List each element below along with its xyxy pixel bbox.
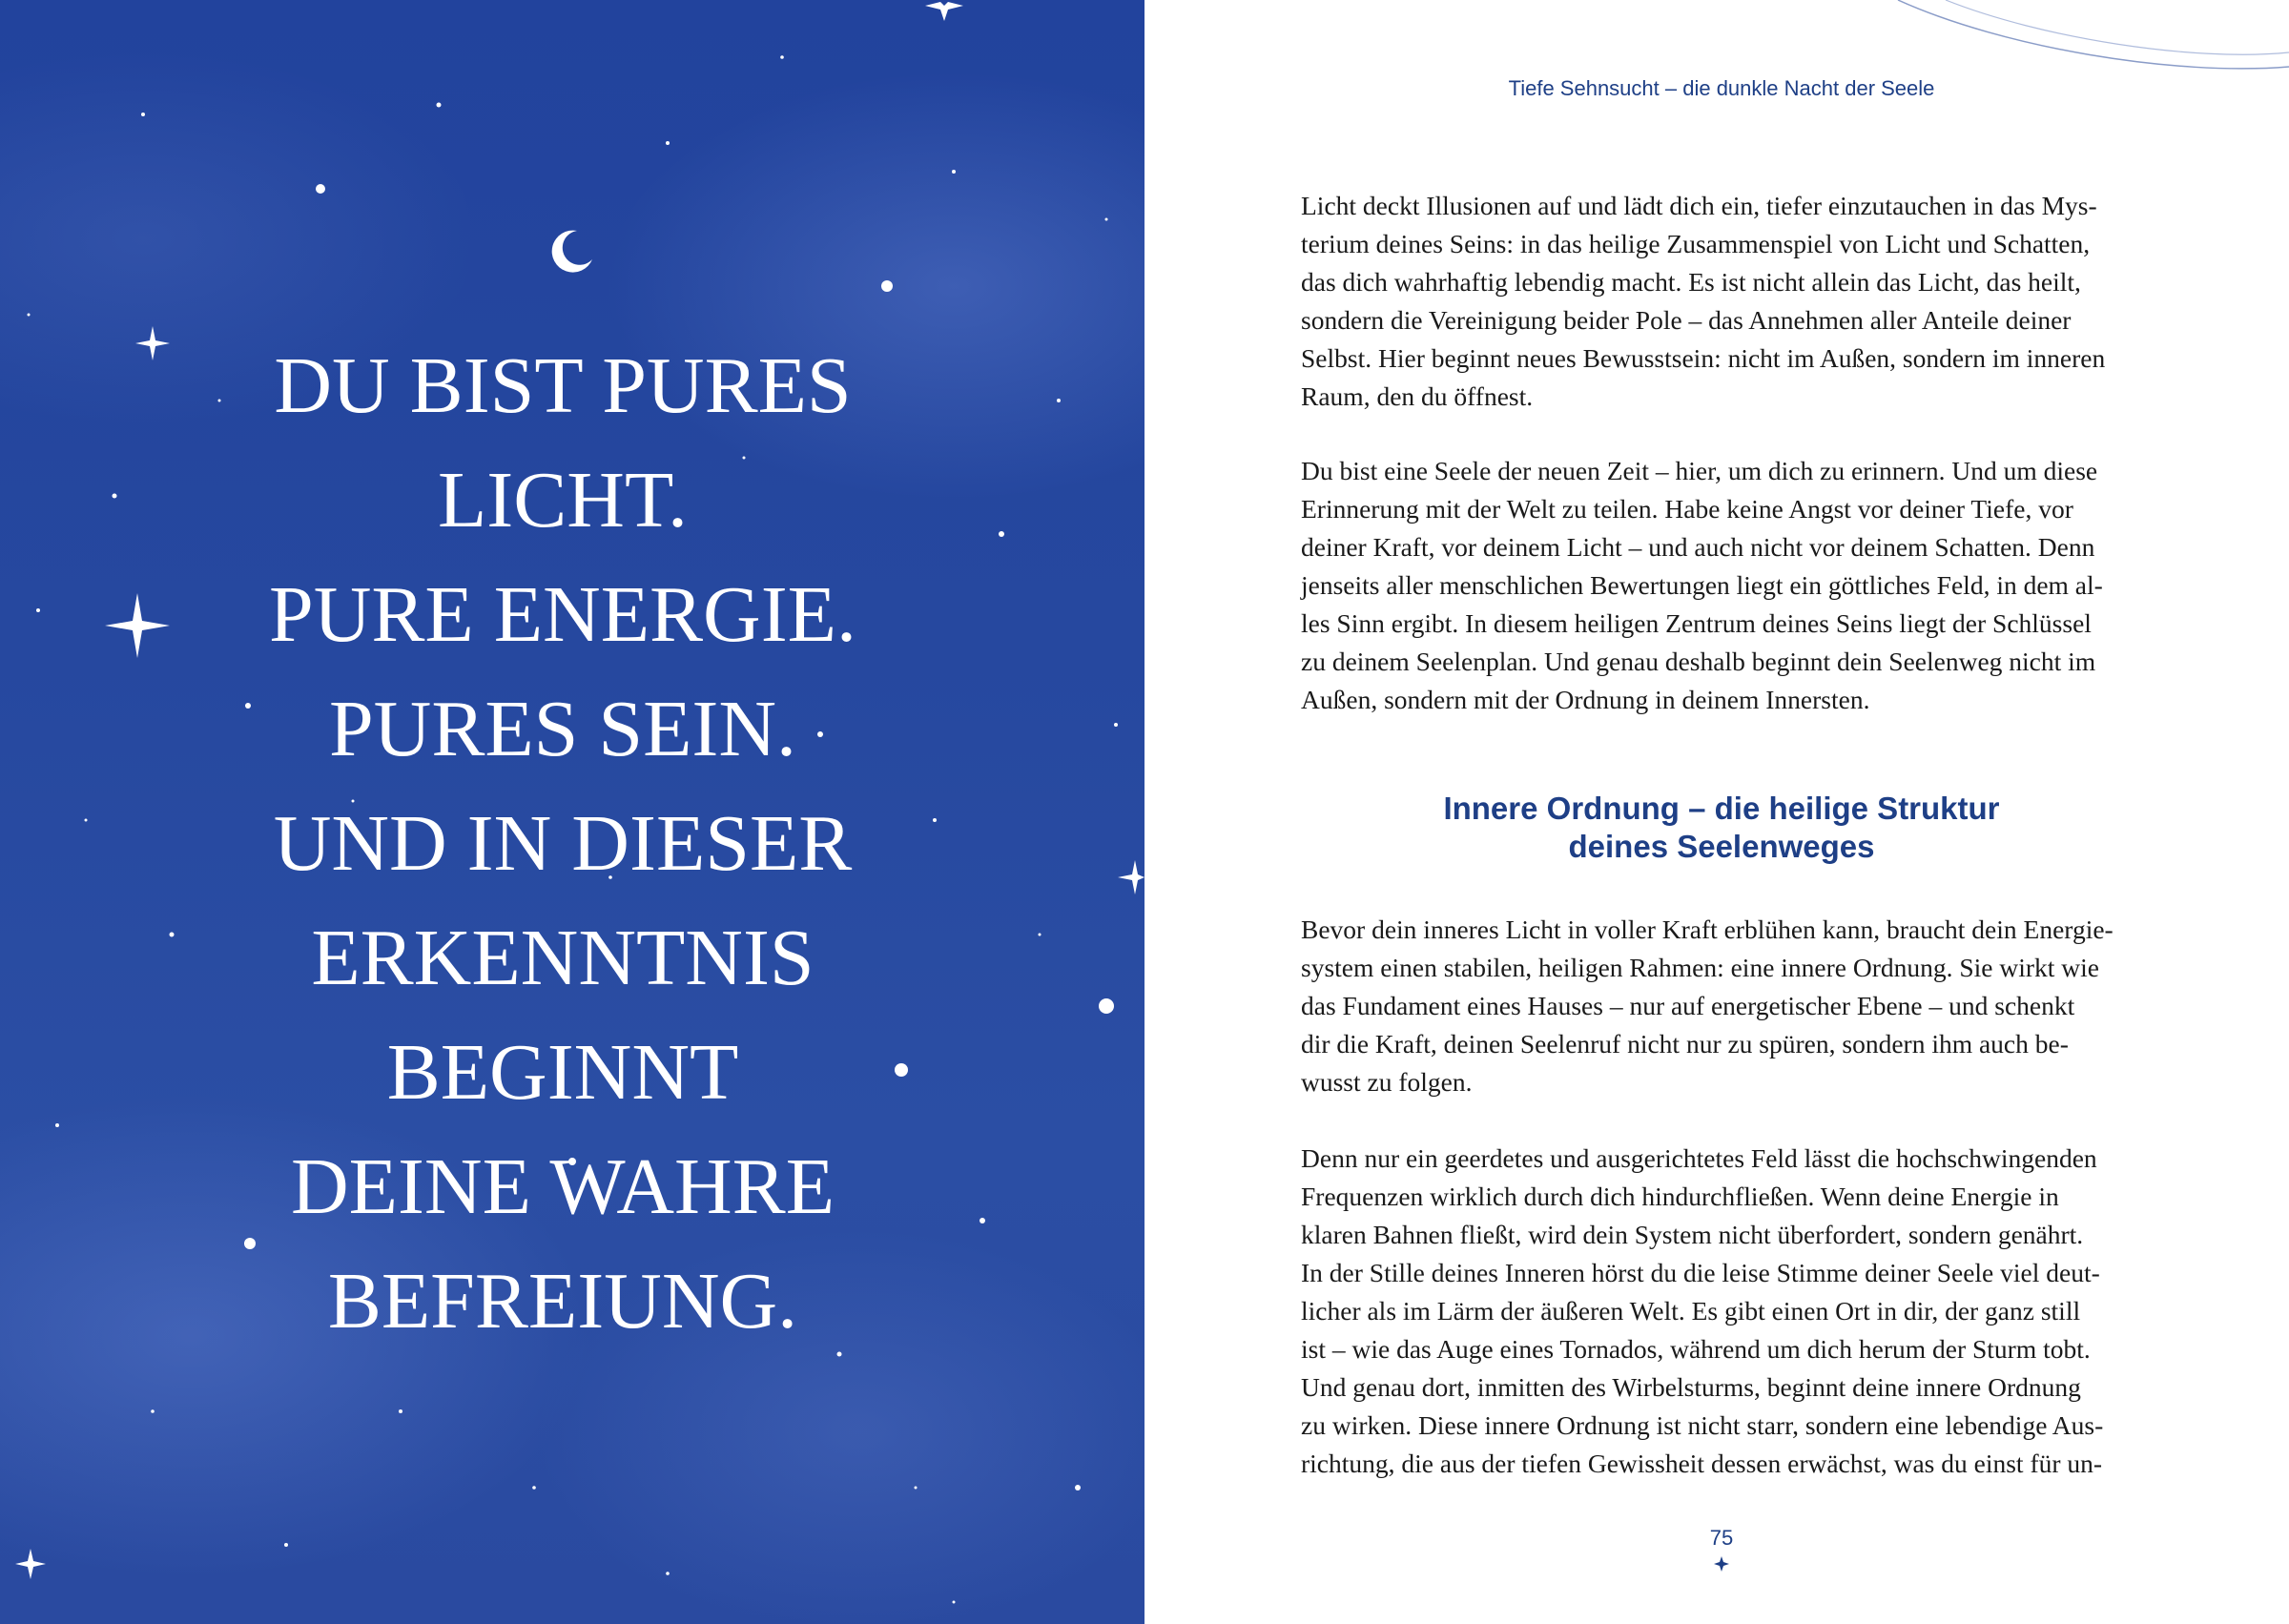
text-line: Erinnerung mit der Welt zu teilen. Habe keine Angst vor deiner Tiefe, vor <box>1301 494 2073 524</box>
text-line: system einen stabilen, heiligen Rahmen: eine innere Ordnung. Sie wirkt wie <box>1301 953 2100 982</box>
crescent-moon-icon <box>548 227 596 275</box>
text-line: Frequenzen wirklich durch dich hindurchfließen. Wenn deine Energie in <box>1301 1182 2059 1211</box>
quote-line: DU BIST PURES <box>274 341 852 430</box>
text-line: Denn nur ein geerdetes und ausgerichtetes Feld lässt die hochschwingenden <box>1301 1143 2097 1173</box>
text-line: In der Stille deines Inneren hörst du die leise Stimme deiner Seele viel deut- <box>1301 1258 2100 1287</box>
text-line: Licht deckt Illusionen auf und lädt dich ein, tiefer einzutauchen in das Mys- <box>1301 191 2097 220</box>
quote-line: ERKENNTNIS <box>311 914 815 1002</box>
text-line: klaren Bahnen fließt, wird dein System nicht überfordert, sondern genährt. <box>1301 1220 2084 1249</box>
text-line: ist – wie das Auge eines Tornados, während um dich herum der Sturm tobt. <box>1301 1334 2091 1364</box>
text-line: jenseits aller menschlichen Bewertungen liegt ein göttliches Feld, in dem al- <box>1301 570 2103 600</box>
text-line: sondern die Vereinigung beider Pole – das Annehmen aller Anteile deiner <box>1301 305 2072 335</box>
text-line: Und genau dort, inmitten des Wirbelsturms, beginnt deine innere Ordnung <box>1301 1372 2081 1402</box>
running-header: Tiefe Sehnsucht – die dunkle Nacht der Seele <box>1508 76 1935 100</box>
quote-line: PURES SEIN. <box>328 685 797 773</box>
text-line: richtung, die aus der tiefen Gewissheit dessen erwächst, was du einst für un- <box>1301 1449 2103 1478</box>
quote-line: LICHT. <box>437 456 689 545</box>
quote-line: BEGINNT <box>386 1028 739 1117</box>
right-page <box>1144 0 2289 1624</box>
heading-line: deines Seelenweges <box>1568 829 1875 864</box>
text-line: zu deinem Seelenplan. Und genau deshalb beginnt dein Seelenweg nicht im <box>1301 647 2096 676</box>
paragraph <box>1301 911 2289 1101</box>
quote-line: PURE ENERGIE. <box>269 570 856 659</box>
text-line: Raum, den du öffnest. <box>1301 381 1534 411</box>
heading-line: Innere Ordnung – die heilige Struktur <box>1443 791 2000 826</box>
text-line: Außen, sondern mit der Ordnung in deinem Innersten. <box>1301 685 1870 714</box>
text-line: deiner Kraft, vor deinem Licht – und auch nicht vor deinem Schatten. Denn <box>1301 532 2095 562</box>
text-line: das dich wahrhaftig lebendig macht. Es ist nicht allein das Licht, das heilt, <box>1301 267 2081 297</box>
star-ornament-icon <box>1714 1556 1729 1572</box>
text-line: das Fundament eines Hauses – nur auf energetischer Ebene – und schenkt <box>1301 991 2075 1020</box>
text-line: licher als im Lärm der äußeren Welt. Es gibt einen Ort in dir, der ganz still <box>1301 1296 2081 1326</box>
page-number: 75 <box>1709 1526 1734 1550</box>
text-line: Du bist eine Seele der neuen Zeit – hier, um dich zu erinnern. Und um diese <box>1301 456 2098 485</box>
paragraph <box>1301 1140 2289 1483</box>
quote-line: DEINE WAHRE <box>290 1142 835 1231</box>
left-page-starry-background <box>0 0 1144 1624</box>
text-line: dir die Kraft, deinen Seelenruf nicht nur zu spüren, sondern ihm auch be- <box>1301 1029 2069 1059</box>
paragraph <box>1301 452 2289 719</box>
text-line: les Sinn ergibt. In diesem heiligen Zentrum deines Seins liegt der Schlüssel <box>1301 608 2092 638</box>
text-line: Bevor dein inneres Licht in voller Kraft erblühen kann, braucht dein Energie- <box>1301 915 2114 944</box>
quote-block <box>181 329 944 1359</box>
paragraph <box>1301 187 2289 416</box>
text-line: Selbst. Hier beginnt neues Bewusstsein: nicht im Außen, sondern im inneren <box>1301 343 2106 373</box>
quote-line: UND IN DIESER <box>273 799 853 888</box>
section-heading <box>1144 790 2289 866</box>
quote-line: BEFREIUNG. <box>327 1257 798 1346</box>
text-line: wusst zu folgen. <box>1301 1067 1473 1097</box>
text-line: terium deines Seins: in das heilige Zusammenspiel von Licht und Schatten, <box>1301 229 2091 258</box>
text-line: zu wirken. Diese innere Ordnung ist nicht starr, sondern eine lebendige Aus- <box>1301 1410 2104 1440</box>
